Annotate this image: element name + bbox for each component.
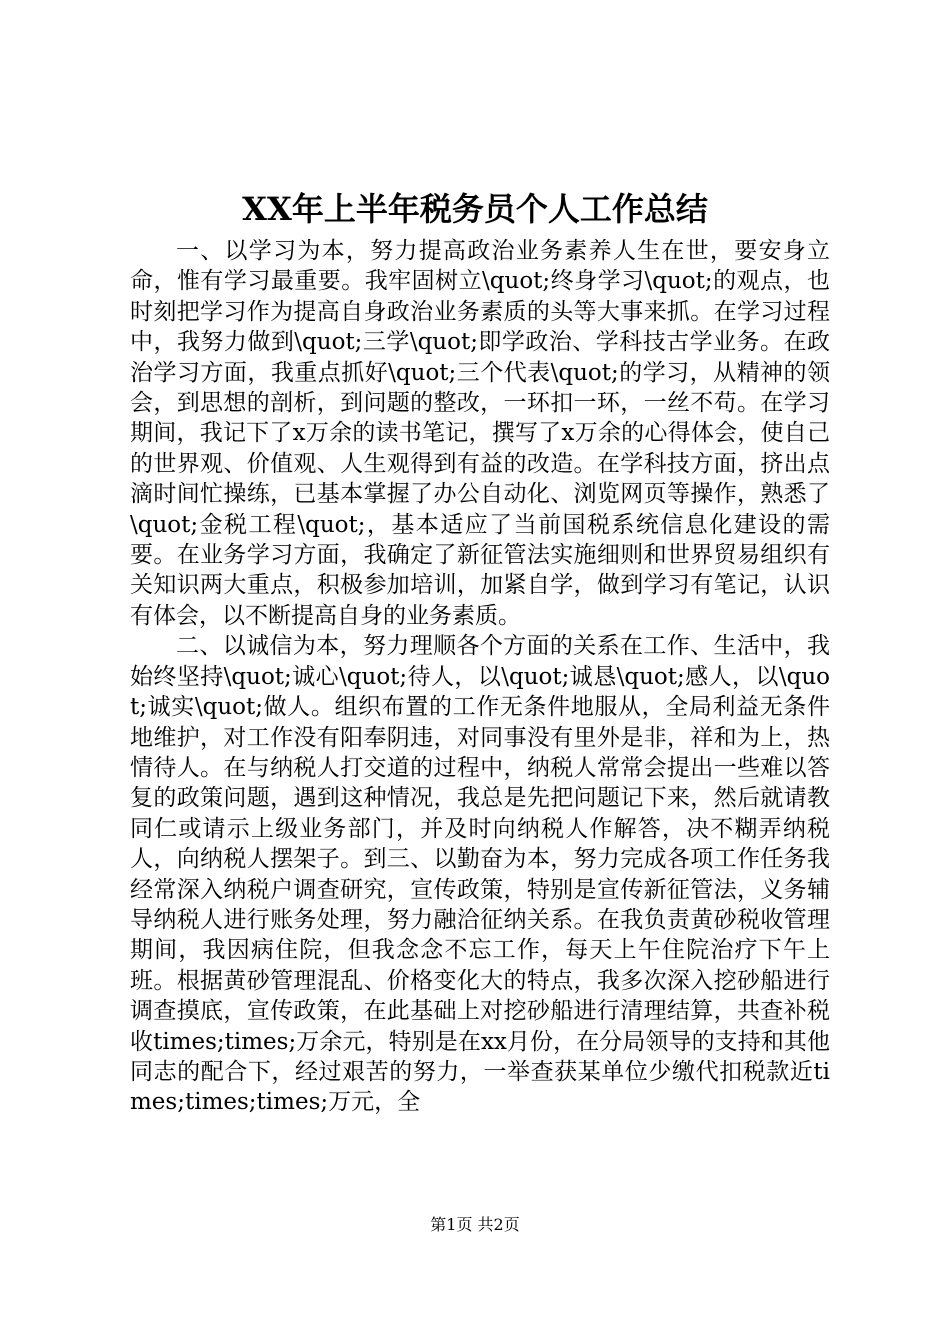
paragraph-1: 一、以学习为本，努力提高政治业务素养人生在世，要安身立命，惟有学习最重要。我牢固树立\quot;终身学习\quot;的观点，也时刻把学习作为提高自身政治业务素质的头等大事来抓。在学习过程中，我努力做到\quot;三学\quot;即学政治、学科技古学业务。在政治学习方面，我重点抓好\quot;三个代表\quot;的学习，从精神的领会，到思想的剖析，到问题的整改，一环扣一环，一丝不苟。在学习期间，我记下了x万余的读书笔记，撰写了x万余的心得体会，使自己的世界观、价值观、人生观得到有益的改造。在学科技方面，挤出点滴时间忙操练，已基本掌握了办公自动化、浏览网页等操作，熟悉了\quot;金税工程\quot;，基本适应了当前国税系统信息化建设的需要。在业务学习方面，我确定了新征管法实施细则和世界贸易组织有关知识两大重点，积极参加培训，加紧自学，做到学习有笔记，认识有体会，以不断提高自身的业务素质。 (130, 238, 830, 629)
page-footer: 第1页 共2页 (430, 1215, 520, 1234)
page-title: XX年上半年税务员个人工作总结 (242, 190, 708, 228)
paragraph-2: 二、以诚信为本，努力理顺各个方面的关系在工作、生活中，我始终坚持\quot;诚心\quot;待人，以\quot;诚恳\quot;感人，以\quot;诚实\quot;做人。组织布置的工作无条件地服从，全局利益无条件地维护，对工作没有阳奉阴违，对同事没有里外是非，祥和为上，热情待人。在与纳税人打交道的过程中，纳税人常常会提出一些难以答复的政策问题，遇到这种情况，我总是先把问题记下来，然后就请教同仁或请示上级业务部门，并及时向纳税人作解答，决不糊弄纳税人，向纳税人摆架子。到三、以勤奋为本，努力完成各项工作任务我经常深入纳税户调查研究，宣传政策，特别是宣传新征管法，义务辅导纳税人进行账务处理，努力融洽征纳关系。在我负责黄砂税收管理期间，我因病住院，但我念念不忘工作，每天上午住院治疗下午上班。根据黄砂管理混乱、价格变化大的特点，我多次深入挖砂船进行调查摸底，宣传政策，在此基础上对挖砂船进行清理结算，共查补税收times;times;万余元，特别是在xx月份，在分局领导的支持和其他同志的配合下，经过艰苦的努力，一举查获某单位少缴代扣税款近times;times;times;万元，全 (130, 633, 830, 1116)
document-body (130, 236, 830, 1118)
